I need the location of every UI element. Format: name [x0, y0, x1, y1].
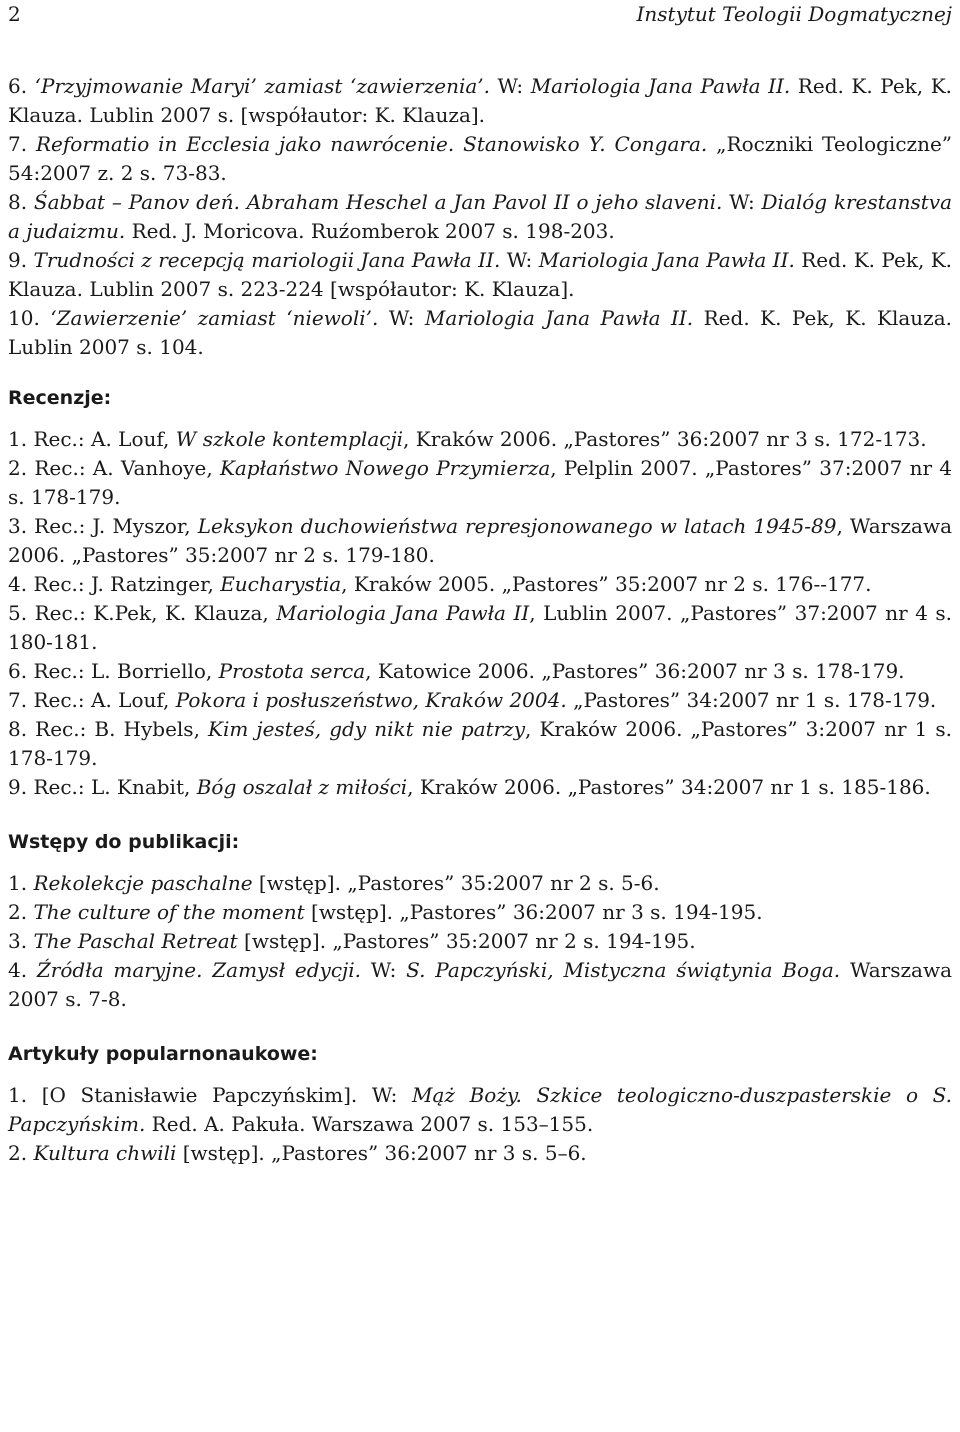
- page-header: [8, 0, 952, 30]
- section-heading: Recenzje:: [8, 387, 112, 409]
- item-text: Red. K. Pek, K. Klauza. Lublin 2007 s. 104.: [8, 306, 952, 359]
- italic-text: Mariologia Jana Pawła II.: [424, 306, 694, 330]
- list-item: [8, 869, 952, 898]
- list-item: [8, 657, 952, 686]
- item-text: [wstęp]. „Pastores” 35:2007 nr 2 s. 194-195.: [237, 929, 696, 953]
- item-text: , Kraków 2006. „Pastores” 34:2007 nr 1 s. 185-186.: [407, 775, 931, 799]
- list-item: [8, 927, 952, 956]
- item-number: 4.: [8, 958, 28, 982]
- italic-text: The culture of the moment: [33, 900, 305, 924]
- item-text: W:: [490, 74, 531, 98]
- item-number: 1.: [8, 427, 28, 451]
- italic-text: Bóg oszalał z miłości: [196, 775, 408, 799]
- item-text: , Lublin 2007. „Pastores” 37:2007 nr 4 s. 180-181.: [8, 601, 952, 654]
- item-number: 3.: [8, 929, 28, 953]
- italic-text: Dialóg krestanstva a judaizmu.: [8, 190, 952, 243]
- item-text: [wstęp]. „Pastores” 36:2007 nr 3 s. 5–6.: [176, 1141, 587, 1165]
- list-item: [8, 570, 952, 599]
- item-text: Red. K. Pek, K. Klauza. Lublin 2007 s. 223-224 [współautor: K. Klauza].: [8, 248, 953, 301]
- list-item: [8, 1081, 952, 1139]
- list-item: [8, 130, 952, 188]
- item-text: Rec.: L. Knabit,: [33, 775, 197, 799]
- italic-text: Kapłaństwo Nowego Przymierza: [219, 456, 551, 480]
- item-text: Rec.: J. Myszor,: [34, 514, 198, 538]
- item-text: Rec.: L. Borriello,: [33, 659, 219, 683]
- item-number: 2.: [8, 456, 28, 480]
- running-title: Instytut Teologii Dogmatycznej: [636, 2, 952, 26]
- sections-container: [8, 384, 952, 1168]
- item-number: 7.: [8, 132, 28, 156]
- list-item: [8, 188, 952, 246]
- item-number: 2.: [8, 1141, 28, 1165]
- italic-text: Kultura chwili: [33, 1141, 177, 1165]
- item-text: , Kraków 2006. „Pastores” 3:2007 nr 1 s. 178-179.: [8, 717, 953, 770]
- item-text: , Katowice 2006. „Pastores” 36:2007 nr 3 s. 178-179.: [365, 659, 905, 683]
- item-number: 6.: [8, 659, 28, 683]
- italic-text: Leksykon duchowieństwa represjonowanego w latach 1945-89: [197, 514, 837, 538]
- item-text: „Roczniki Teologiczne” 54:2007 z. 2 s. 73-83.: [8, 132, 953, 185]
- italic-text: Mariologia Jana Pawła II.: [530, 74, 791, 98]
- item-text: , Pelplin 2007. „Pastores” 37:2007 nr 4 s. 178-179.: [8, 456, 953, 509]
- item-text: Red. A. Pakuła. Warszawa 2007 s. 153–155.: [145, 1112, 594, 1136]
- italic-text: Pokora i posłuszeństwo, Kraków 2004.: [175, 688, 567, 712]
- item-text: , Warszawa 2006. „Pastores” 35:2007 nr 2 s. 179-180.: [8, 514, 952, 567]
- section-heading: Wstępy do publikacji:: [8, 831, 240, 853]
- item-number: 1.: [8, 1083, 28, 1107]
- italic-text: ‘Zawierzenie’ zamiast ‘niewoli’.: [50, 306, 379, 330]
- item-number: 4.: [8, 572, 28, 596]
- italic-text: Mariologia Jana Pawła II: [276, 601, 530, 625]
- list-item: [8, 72, 952, 130]
- item-text: W:: [722, 190, 762, 214]
- item-text: , Kraków 2006. „Pastores” 36:2007 nr 3 s. 172-173.: [403, 427, 927, 451]
- section-heading: Artykuły popularnonaukowe:: [8, 1043, 318, 1065]
- italic-text: S. Papczyński, Mistyczna świątynia Boga.: [406, 958, 841, 982]
- item-number: 10.: [8, 306, 40, 330]
- item-text: Rec.: B. Hybels,: [35, 717, 208, 741]
- item-text: [wstęp]. „Pastores” 35:2007 nr 2 s. 5-6.: [252, 871, 660, 895]
- list-item: [8, 686, 952, 715]
- item-text: Red. J. Moricova. Ruźomberok 2007 s. 198-203.: [125, 219, 615, 243]
- list-item: [8, 599, 952, 657]
- list-item: [8, 898, 952, 927]
- italic-text: Mąż Boży. Szkice teologiczno-duszpasterskie o S. Papczyńskim.: [8, 1083, 953, 1136]
- item-number: 7.: [8, 688, 28, 712]
- item-number: 5.: [8, 601, 28, 625]
- item-text: Rec.: A. Louf,: [33, 688, 176, 712]
- list-item: [8, 512, 952, 570]
- item-number: 1.: [8, 871, 28, 895]
- item-text: , Kraków 2005. „Pastores” 35:2007 nr 2 s. 176--177.: [341, 572, 872, 596]
- italic-text: The Paschal Retreat: [33, 929, 238, 953]
- list-item: [8, 1139, 952, 1168]
- item-number: 8.: [8, 190, 28, 214]
- italic-text: Źródła maryjne. Zamysł edycji.: [36, 958, 361, 982]
- item-text: Rec.: J. Ratzinger,: [33, 572, 221, 596]
- italic-text: Śabbat – Panov deń. Abraham Heschel a Jan Pavol II o jeho slaveni.: [33, 190, 723, 214]
- italic-text: ‘Przyjmowanie Maryi’ zamiast ‘zawierzenia’.: [34, 74, 490, 98]
- item-text: W:: [500, 248, 539, 272]
- italic-text: Rekolekcje paschalne: [33, 871, 253, 895]
- item-text: [O Stanisławie Papczyńskim]. W:: [41, 1083, 413, 1107]
- item-text: Rec.: K.Pek, K. Klauza,: [34, 601, 277, 625]
- item-number: 8.: [8, 717, 28, 741]
- item-text: Rec.: A. Vanhoye,: [34, 456, 220, 480]
- italic-text: Eucharystia: [220, 572, 342, 596]
- item-text: Warszawa 2007 s. 7-8.: [8, 958, 953, 1011]
- italic-text: W szkole kontemplacji: [175, 427, 404, 451]
- document-page: [8, 0, 952, 1168]
- list-item: [8, 715, 952, 773]
- item-text: W:: [360, 958, 407, 982]
- list-item: [8, 454, 952, 512]
- item-number: 9.: [8, 248, 28, 272]
- list-item: [8, 304, 952, 362]
- list-item: [8, 773, 952, 802]
- item-text: „Pastores” 34:2007 nr 1 s. 178-179.: [566, 688, 937, 712]
- item-text: [wstęp]. „Pastores” 36:2007 nr 3 s. 194-195.: [304, 900, 763, 924]
- italic-text: Prostota serca: [218, 659, 366, 683]
- item-number: 9.: [8, 775, 28, 799]
- item-text: Red. K. Pek, K. Klauza. Lublin 2007 s. [współautor: K. Klauza].: [8, 74, 953, 127]
- list-item: [8, 425, 952, 454]
- item-text: Rec.: A. Louf,: [33, 427, 176, 451]
- publications-list: [8, 72, 952, 362]
- item-number: 2.: [8, 900, 28, 924]
- list-item: [8, 956, 952, 1014]
- page-number: 2: [8, 2, 21, 26]
- item-number: 3.: [8, 514, 28, 538]
- item-number: 6.: [8, 74, 28, 98]
- italic-text: Trudności z recepcją mariologii Jana Pawła II.: [33, 248, 501, 272]
- item-text: W:: [378, 306, 425, 330]
- italic-text: Kim jesteś, gdy nikt nie patrzy: [208, 717, 526, 741]
- italic-text: Mariologia Jana Pawła II.: [538, 248, 795, 272]
- list-item: [8, 246, 952, 304]
- italic-text: Reformatio in Ecclesia jako nawrócenie. Stanowisko Y. Congara.: [36, 132, 708, 156]
